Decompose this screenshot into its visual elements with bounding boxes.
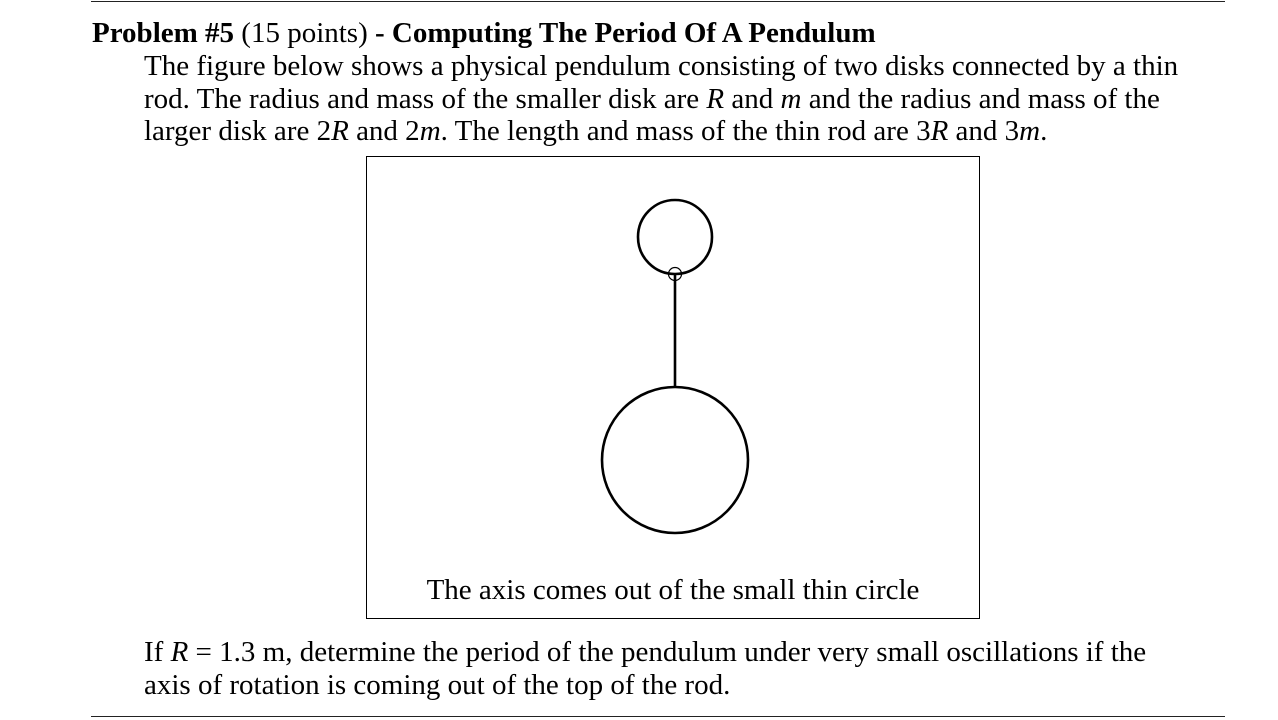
question-line-2: axis of rotation is coming out of the top of the rod. (144, 668, 731, 701)
pendulum-figure (366, 156, 980, 619)
question-text (144, 636, 1244, 701)
question-line-1: If R = 1.3 m, determine the period of the pendulum under very small oscillations if the (144, 636, 1147, 668)
problem-title (92, 16, 876, 50)
small-disk (638, 200, 712, 274)
problem-number: Problem #5 (92, 17, 235, 49)
problem-description (144, 50, 1244, 148)
top-rule (91, 1, 1225, 2)
pendulum-diagram (367, 157, 981, 620)
description-line-2: rod. The radius and mass of the smaller disk are R and m and the radius and mass of the (144, 82, 1160, 115)
problem-topic: Computing The Period Of A Pendulum (391, 17, 876, 49)
description-line-1: The figure below shows a physical pendulum consisting of two disks connected by a thin (144, 50, 1179, 82)
title-separator: - (367, 17, 392, 49)
bottom-rule (91, 716, 1225, 717)
large-disk (602, 387, 748, 533)
description-line-3: larger disk are 2R and 2m. The length and mass of the thin rod are 3R and 3m. (144, 115, 1048, 147)
problem-points: (15 points) (241, 17, 368, 49)
figure-caption: The axis comes out of the small thin circle (426, 574, 920, 606)
